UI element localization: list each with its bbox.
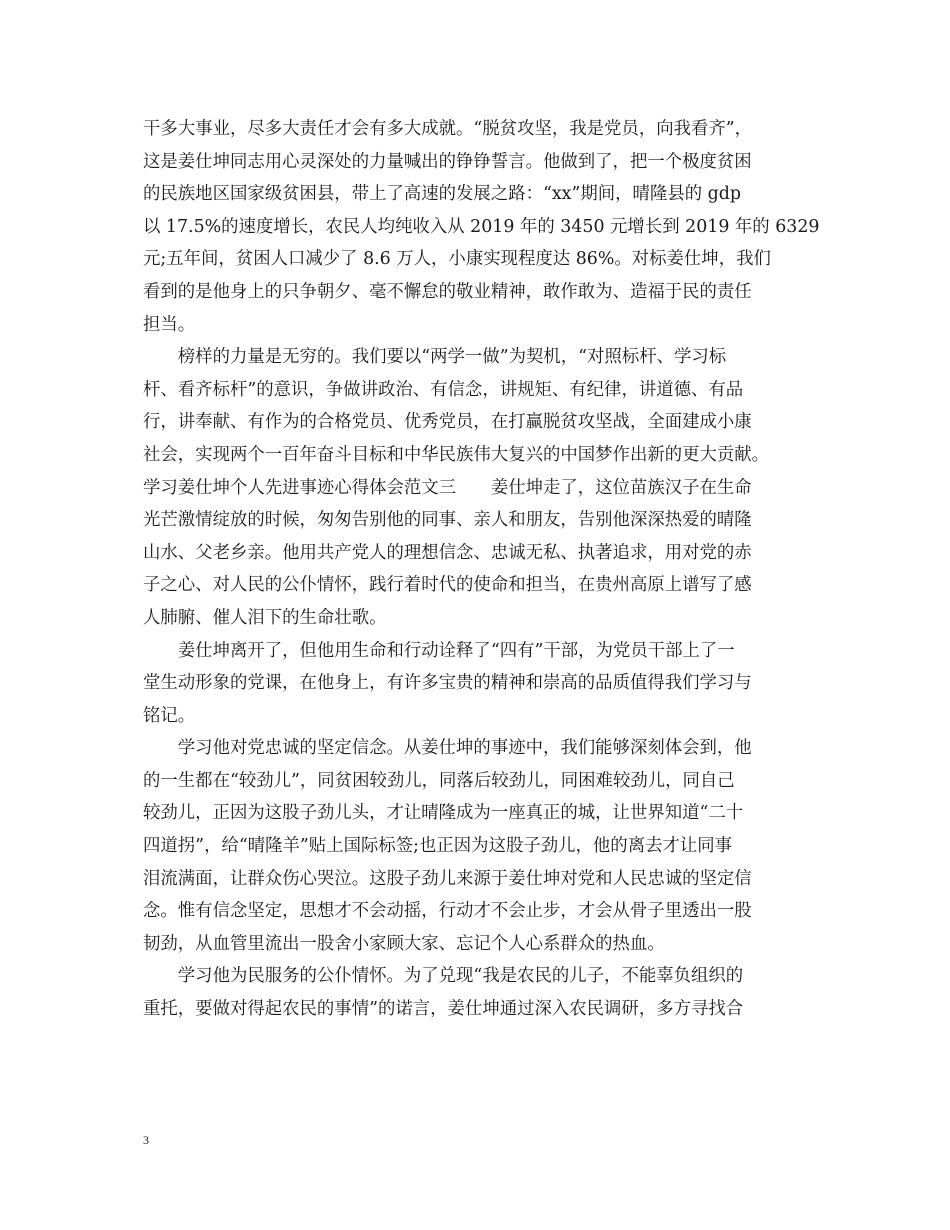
text-line: 四道拐”，给“晴隆羊”贴上国际标签;也正因为这股子劲儿，他的离去才让同事 [143, 836, 733, 857]
text-line: 姜仕坤离开了，但他用生命和行动诠释了“四有”干部，为党员干部上了一 [143, 640, 735, 661]
text-line: 学习他对党忠诚的坚定信念。从姜仕坤的事迹中，我们能够深刻体会到，他 [143, 738, 752, 759]
text-line: 泪流满面，让群众伤心哭泣。这股子劲儿来源于姜仕坤对党和人民忠诚的坚定信 [143, 868, 752, 889]
text-line: 学习他为民服务的公仆情怀。为了兑现“我是农民的儿子，不能辜负组织的 [143, 966, 744, 987]
document-body [143, 113, 820, 1026]
text-line: 社会，实现两个一百年奋斗目标和中华民族伟大复兴的中国梦作出新的更大贡献。 [143, 444, 770, 465]
text-line: 看到的是他身上的只争朝夕、毫不懈怠的敬业精神，敢作敢为、造福于民的责任 [143, 281, 752, 302]
text-line: 这是姜仕坤同志用心灵深处的力量喊出的铮铮誓言。他做到了，把一个极度贫困 [143, 151, 752, 172]
text-line: 担当。 [143, 314, 196, 335]
text-line: 堂生动形象的党课，在他身上，有许多宝贵的精神和崇高的品质值得我们学习与 [143, 673, 752, 694]
text-line: 的民族地区国家级贫困县，带上了高速的发展之路：“xx”期间，晴隆县的 gdp [143, 184, 742, 205]
text-line: 子之心、对人民的公仆情怀，践行着时代的使命和担当，在贵州高原上谱写了感 [143, 575, 752, 596]
text-line: 念。惟有信念坚定，思想才不会动摇，行动才不会止步，才会从骨子里透出一股 [143, 901, 752, 922]
text-line: 以 17.5%的速度增长，农民人均纯收入从 2019 年的 3450 元增长到 2019 年的 6329 [143, 216, 820, 237]
text-line: 山水、父老乡亲。他用共产党人的理想信念、忠诚无私、执著追求，用对党的赤 [143, 542, 752, 563]
text-line: 重托，要做对得起农民的事情”的诺言，姜仕坤通过深入农民调研，多方寻找合 [143, 999, 744, 1020]
text-line: 榜样的力量是无穷的。我们要以“两学一做”为契机，“对照标杆、学习标 [143, 347, 727, 368]
text-line: 光芒激情绽放的时候，匆匆告别他的同事、亲人和朋友，告别他深深热爱的晴隆 [143, 510, 752, 531]
text-line: 元;五年间，贫困人口减少了 8.6 万人，小康实现程度达 86%。对标姜仕坤，我们 [143, 249, 771, 270]
text-line: 杆、看齐标杆”的意识，争做讲政治、有信念，讲规矩、有纪律，讲道德、有品 [143, 379, 744, 400]
text-line: 学习姜仕坤个人先进事迹心得体会范文三 姜仕坤走了，这位苗族汉子在生命 [143, 477, 752, 498]
text-line: 铭记。 [143, 705, 196, 726]
text-line: 韧劲，从血管里流出一股舍小家顾大家、忘记个人心系群众的热血。 [143, 933, 665, 954]
text-line: 的一生都在“较劲儿”，同贫困较劲儿，同落后较劲儿，同困难较劲儿，同自己 [143, 770, 735, 791]
text-line: 干多大事业，尽多大责任才会有多大成就。“脱贫攻坚，我是党员，向我看齐”， [143, 119, 753, 139]
page-number: 3 [143, 1133, 149, 1147]
text-line: 行，讲奉献、有作为的合格党员、优秀党员，在打赢脱贫攻坚战，全面建成小康 [143, 412, 752, 433]
text-line: 较劲儿，正因为这股子劲儿头，才让晴隆成为一座真正的城，让世界知道“二十 [143, 803, 744, 824]
text-line: 人肺腑、催人泪下的生命壮歌。 [143, 607, 387, 628]
